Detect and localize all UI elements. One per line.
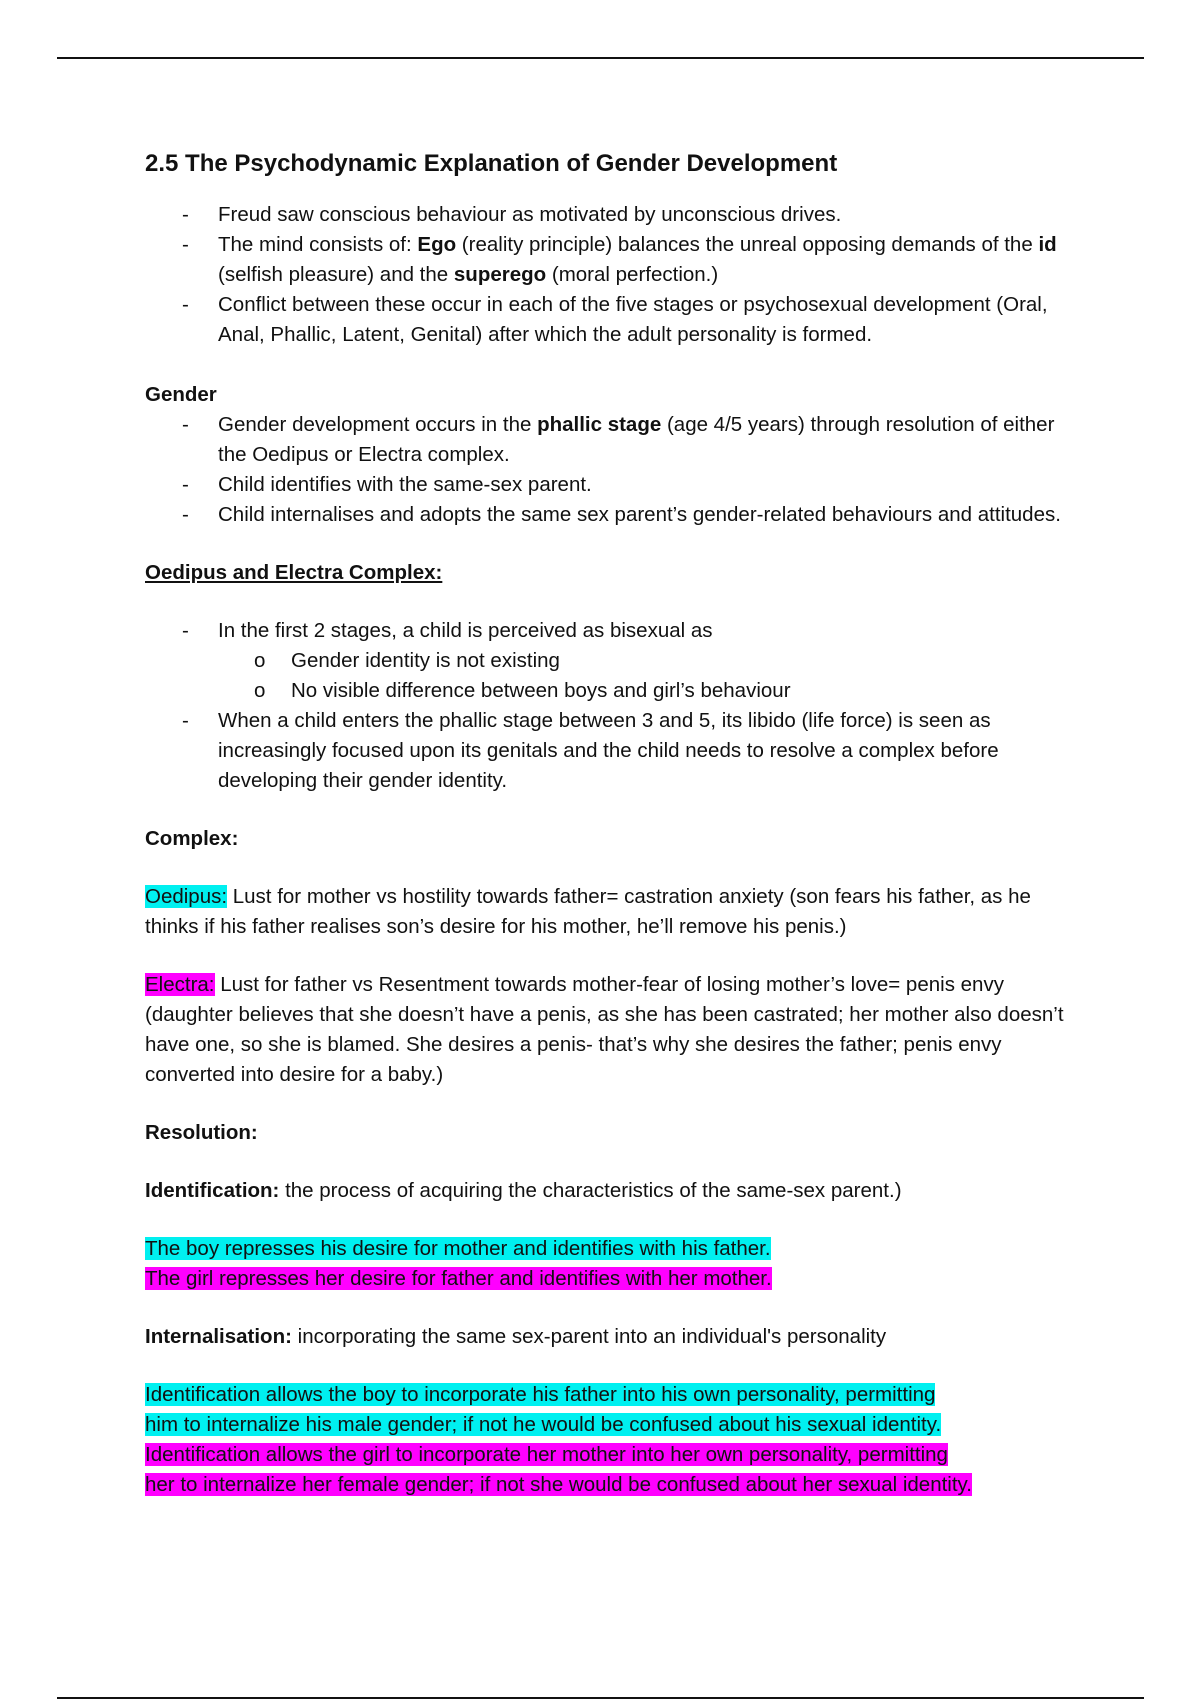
sub-list-item: o Gender identity is not existing — [145, 646, 1085, 676]
girl-internalisation: Identification allows the girl to incorporate her mother into her own personality, permitting her to internalize her female gender; if not she would be confused about her sexual identity. — [145, 1443, 972, 1496]
gender-list — [145, 410, 1085, 530]
oedipus-electra-list — [145, 616, 1085, 646]
list-item: - Freud saw conscious behaviour as motivated by unconscious drives. — [145, 200, 1085, 230]
section-heading-oedipus-electra: Oedipus and Electra Complex: — [145, 561, 443, 584]
intro-list — [145, 200, 1085, 350]
list-item: - Gender development occurs in the phallic stage (age 4/5 years) through resolution of either the Oedipus or Electra complex. — [145, 410, 1085, 470]
list-item: - In the first 2 stages, a child is perceived as bisexual as — [145, 616, 1085, 646]
document-body — [145, 148, 1085, 1500]
boy-line: The boy represses his desire for mother and identifies with his father. — [145, 1237, 771, 1260]
list-item: - When a child enters the phallic stage between 3 and 5, its libido (life force) is seen as increasingly focused upon its genitals and the child needs to resolve a complex before developing their gender identity. — [145, 706, 1085, 796]
list-item: - The mind consists of: Ego (reality principle) balances the unreal opposing demands of the id (selfish pleasure) and the superego (moral perfection.) — [145, 230, 1085, 290]
electra-paragraph: Electra: Lust for father vs Resentment towards mother-fear of losing mother’s love= penis envy (daughter believes that she doesn’t have a penis, as she has been castrated; her mother also doesn’t have one, so she is blamed. She desires a penis- that’s why she desires the father; penis envy converted into desire for a baby.) — [145, 973, 1064, 1086]
list-item: - Conflict between these occur in each of the five stages or psychosexual development (Oral, Anal, Phallic, Latent, Genital) after which the adult personality is formed. — [145, 290, 1085, 350]
list-item: - Child identifies with the same-sex parent. — [145, 470, 1085, 500]
identification-paragraph: Identification: the process of acquiring the characteristics of the same-sex parent.) — [145, 1179, 902, 1202]
footer-rule — [57, 1697, 1144, 1699]
oedipus-label: Oedipus: — [145, 885, 228, 908]
internalisation-paragraph: Internalisation: incorporating the same sex-parent into an individual's personality — [145, 1325, 887, 1348]
section-heading-complex: Complex: — [145, 827, 239, 850]
boy-internalisation: Identification allows the boy to incorporate his father into his own personality, permitting him to internalize his male gender; if not he would be confused about his sexual identity. — [145, 1383, 942, 1436]
list-item: - Child internalises and adopts the same sex parent’s gender-related behaviours and attitudes. — [145, 500, 1085, 530]
sub-list-item: o No visible difference between boys and girl’s behaviour — [145, 676, 1085, 706]
section-heading-resolution: Resolution: — [145, 1121, 258, 1144]
section-heading-gender: Gender — [145, 383, 217, 406]
electra-label: Electra: — [145, 973, 215, 996]
page-title: 2.5 The Psychodynamic Explanation of Gender Development — [145, 150, 838, 177]
oedipus-paragraph: Oedipus: Lust for mother vs hostility towards father= castration anxiety (son fears his father, as he thinks if his father realises son’s desire for his mother, he’ll remove his penis.) — [145, 885, 1031, 938]
header-rule — [57, 57, 1144, 59]
girl-line: The girl represses her desire for father and identifies with her mother. — [145, 1267, 772, 1290]
